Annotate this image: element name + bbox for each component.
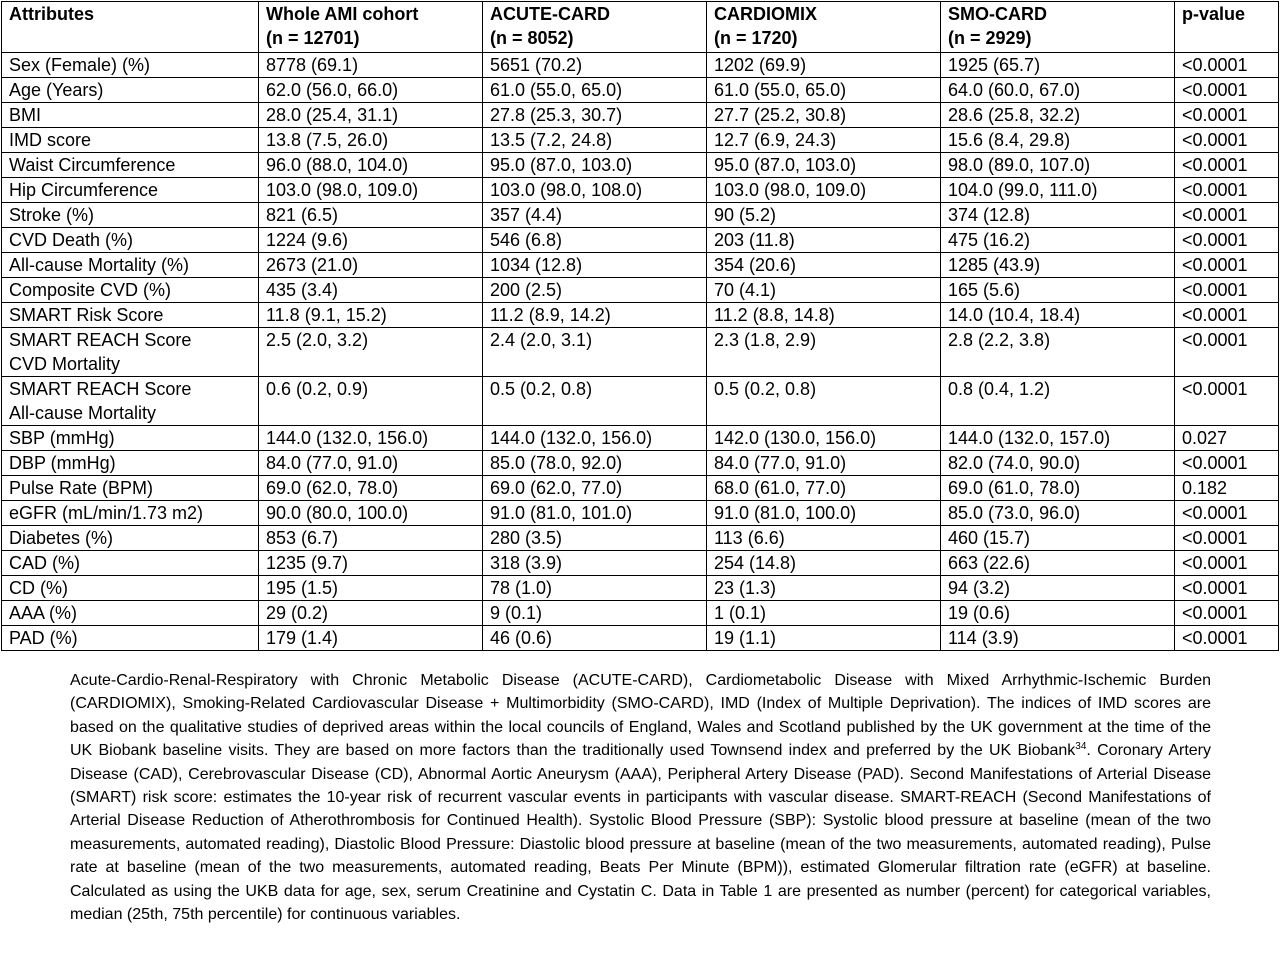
table-row	[2, 203, 1279, 228]
table-row	[2, 328, 1279, 377]
value-cell: 144.0 (132.0, 157.0)	[941, 426, 1175, 451]
attribute-cell	[2, 178, 259, 203]
attribute-label: Age (Years)	[9, 80, 104, 100]
p-value-cell: <0.0001	[1175, 253, 1279, 278]
column-header-title: SMO-CARD	[948, 4, 1047, 24]
value-cell: 318 (3.9)	[483, 551, 707, 576]
value-cell: 0.6 (0.2, 0.9)	[259, 377, 483, 426]
value-cell: 62.0 (56.0, 66.0)	[259, 78, 483, 103]
value-cell: 179 (1.4)	[259, 626, 483, 651]
attribute-label: Composite CVD (%)	[9, 280, 172, 300]
value-cell: 460 (15.7)	[941, 526, 1175, 551]
value-cell: 69.0 (61.0, 78.0)	[941, 476, 1175, 501]
table-row	[2, 228, 1279, 253]
column-header	[483, 2, 707, 53]
value-cell: 61.0 (55.0, 65.0)	[707, 78, 941, 103]
table-row	[2, 551, 1279, 576]
value-cell: 14.0 (10.4, 18.4)	[941, 303, 1175, 328]
value-cell: 27.7 (25.2, 30.8)	[707, 103, 941, 128]
value-cell: 90 (5.2)	[707, 203, 941, 228]
table-row	[2, 576, 1279, 601]
p-value-cell: 0.027	[1175, 426, 1279, 451]
table-body	[2, 53, 1279, 651]
attribute-label: CAD (%)	[9, 553, 80, 573]
column-header	[941, 2, 1175, 53]
value-cell: 475 (16.2)	[941, 228, 1175, 253]
table-row	[2, 476, 1279, 501]
value-cell: 1285 (43.9)	[941, 253, 1175, 278]
value-cell: 1235 (9.7)	[259, 551, 483, 576]
value-cell: 165 (5.6)	[941, 278, 1175, 303]
value-cell: 104.0 (99.0, 111.0)	[941, 178, 1175, 203]
value-cell: 280 (3.5)	[483, 526, 707, 551]
value-cell: 84.0 (77.0, 91.0)	[259, 451, 483, 476]
value-cell: 435 (3.4)	[259, 278, 483, 303]
attribute-label: All-cause Mortality (%)	[9, 255, 190, 275]
table-row	[2, 53, 1279, 78]
attribute-label: All-cause Mortality	[9, 403, 157, 423]
attribute-cell	[2, 153, 259, 178]
table-row	[2, 253, 1279, 278]
value-cell: 663 (22.6)	[941, 551, 1175, 576]
value-cell: 61.0 (55.0, 65.0)	[483, 78, 707, 103]
table-row	[2, 501, 1279, 526]
column-header-title: Whole AMI cohort	[266, 4, 419, 24]
value-cell: 0.8 (0.4, 1.2)	[941, 377, 1175, 426]
attribute-label: Waist Circumference	[9, 155, 176, 175]
value-cell: 78 (1.0)	[483, 576, 707, 601]
value-cell: 103.0 (98.0, 108.0)	[483, 178, 707, 203]
p-value-cell: <0.0001	[1175, 626, 1279, 651]
value-cell: 254 (14.8)	[707, 551, 941, 576]
table-footnote	[70, 669, 1211, 926]
p-value-cell: <0.0001	[1175, 103, 1279, 128]
value-cell: 13.5 (7.2, 24.8)	[483, 128, 707, 153]
value-cell: 144.0 (132.0, 156.0)	[259, 426, 483, 451]
value-cell: 0.5 (0.2, 0.8)	[707, 377, 941, 426]
attribute-label: AAA (%)	[9, 603, 78, 623]
value-cell: 70 (4.1)	[707, 278, 941, 303]
value-cell: 203 (11.8)	[707, 228, 941, 253]
value-cell: 821 (6.5)	[259, 203, 483, 228]
value-cell: 354 (20.6)	[707, 253, 941, 278]
table-header-row	[2, 2, 1279, 53]
value-cell: 69.0 (62.0, 77.0)	[483, 476, 707, 501]
value-cell: 2.8 (2.2, 3.8)	[941, 328, 1175, 377]
value-cell: 85.0 (73.0, 96.0)	[941, 501, 1175, 526]
p-value-cell: <0.0001	[1175, 303, 1279, 328]
value-cell: 46 (0.6)	[483, 626, 707, 651]
value-cell: 1224 (9.6)	[259, 228, 483, 253]
value-cell: 113 (6.6)	[707, 526, 941, 551]
table-row	[2, 178, 1279, 203]
p-value-cell: <0.0001	[1175, 451, 1279, 476]
column-header-count: (n = 1720)	[714, 28, 798, 48]
table-row	[2, 153, 1279, 178]
value-cell: 98.0 (89.0, 107.0)	[941, 153, 1175, 178]
value-cell: 82.0 (74.0, 90.0)	[941, 451, 1175, 476]
value-cell: 114 (3.9)	[941, 626, 1175, 651]
value-cell: 19 (1.1)	[707, 626, 941, 651]
attribute-label: CVD Mortality	[9, 354, 121, 374]
column-header-count: (n = 12701)	[266, 28, 360, 48]
value-cell: 5651 (70.2)	[483, 53, 707, 78]
table-row	[2, 526, 1279, 551]
attribute-cell	[2, 103, 259, 128]
p-value-cell: <0.0001	[1175, 228, 1279, 253]
column-header-count: (n = 2929)	[948, 28, 1032, 48]
attribute-cell	[2, 128, 259, 153]
p-value-cell: <0.0001	[1175, 153, 1279, 178]
column-header	[1175, 2, 1279, 53]
value-cell: 11.8 (9.1, 15.2)	[259, 303, 483, 328]
column-header-title: ACUTE-CARD	[490, 4, 610, 24]
attribute-cell	[2, 501, 259, 526]
p-value-cell: <0.0001	[1175, 278, 1279, 303]
attribute-cell	[2, 377, 259, 426]
value-cell: 1202 (69.9)	[707, 53, 941, 78]
table-row	[2, 278, 1279, 303]
attribute-label: CD (%)	[9, 578, 68, 598]
value-cell: 12.7 (6.9, 24.3)	[707, 128, 941, 153]
attribute-cell	[2, 526, 259, 551]
value-cell: 853 (6.7)	[259, 526, 483, 551]
attribute-label: PAD (%)	[9, 628, 78, 648]
attribute-cell	[2, 328, 259, 377]
value-cell: 68.0 (61.0, 77.0)	[707, 476, 941, 501]
attribute-cell	[2, 601, 259, 626]
value-cell: 103.0 (98.0, 109.0)	[259, 178, 483, 203]
column-header-title: p-value	[1182, 4, 1246, 24]
attribute-cell	[2, 253, 259, 278]
footnote-text-part-2: . Coronary Artery Disease (CAD), Cerebrovascular Disease (CD), Abnormal Aortic Aneurysm (AAA), Peripheral Artery Disease (PAD). Second Manifestations of Arterial Disease (SMART) risk score: estimates the 10-year risk of recurrent vascular events in participants with vascular disease. SMART-REACH (Second Manifestations of Arterial Disease Reduction of Atherothrombosis for Continued Health). Systolic Blood Pressure (SBP): Systolic blood pressure at baseline (mean of the two measurements, automated reading), Diastolic Blood Pressure: Diastolic blood pressure at baseline (mean of the two measurements, automated reading), Pulse rate at baseline (mean of the two measurements, automated reading, Beats Per Minute (BPM)), estimated Glomerular filtration rate (eGFR) at baseline. Calculated as using the UKB data for age, sex, serum Creatinine and Cystatin C. Data in Table 1 are presented as number (percent) for categorical variables, median (25th, 75th percentile) for continuous variables.	[70, 742, 1211, 924]
value-cell: 142.0 (130.0, 156.0)	[707, 426, 941, 451]
table-row	[2, 601, 1279, 626]
column-header	[707, 2, 941, 53]
value-cell: 144.0 (132.0, 156.0)	[483, 426, 707, 451]
attribute-label: Sex (Female) (%)	[9, 55, 151, 75]
value-cell: 28.6 (25.8, 32.2)	[941, 103, 1175, 128]
attribute-cell	[2, 476, 259, 501]
value-cell: 23 (1.3)	[707, 576, 941, 601]
value-cell: 64.0 (60.0, 67.0)	[941, 78, 1175, 103]
table-row	[2, 377, 1279, 426]
attribute-label: CVD Death (%)	[9, 230, 134, 250]
value-cell: 8778 (69.1)	[259, 53, 483, 78]
table-row	[2, 78, 1279, 103]
p-value-cell: <0.0001	[1175, 128, 1279, 153]
attribute-cell	[2, 203, 259, 228]
attribute-cell	[2, 228, 259, 253]
value-cell: 357 (4.4)	[483, 203, 707, 228]
column-header-title: CARDIOMIX	[714, 4, 817, 24]
value-cell: 84.0 (77.0, 91.0)	[707, 451, 941, 476]
p-value-cell: <0.0001	[1175, 328, 1279, 377]
value-cell: 2.3 (1.8, 2.9)	[707, 328, 941, 377]
attribute-cell	[2, 576, 259, 601]
value-cell: 1034 (12.8)	[483, 253, 707, 278]
table-row	[2, 128, 1279, 153]
attribute-cell	[2, 551, 259, 576]
value-cell: 2.4 (2.0, 3.1)	[483, 328, 707, 377]
attribute-cell	[2, 278, 259, 303]
value-cell: 27.8 (25.3, 30.7)	[483, 103, 707, 128]
p-value-cell: 0.182	[1175, 476, 1279, 501]
value-cell: 11.2 (8.9, 14.2)	[483, 303, 707, 328]
value-cell: 103.0 (98.0, 109.0)	[707, 178, 941, 203]
attribute-label: Diabetes (%)	[9, 528, 114, 548]
table-row	[2, 303, 1279, 328]
attribute-label: SMART Risk Score	[9, 305, 164, 325]
value-cell: 1925 (65.7)	[941, 53, 1175, 78]
p-value-cell: <0.0001	[1175, 53, 1279, 78]
value-cell: 91.0 (81.0, 100.0)	[707, 501, 941, 526]
column-header	[2, 2, 259, 53]
column-header	[259, 2, 483, 53]
value-cell: 95.0 (87.0, 103.0)	[707, 153, 941, 178]
value-cell: 374 (12.8)	[941, 203, 1175, 228]
value-cell: 200 (2.5)	[483, 278, 707, 303]
footnote-citation: 34	[1075, 741, 1087, 753]
p-value-cell: <0.0001	[1175, 576, 1279, 601]
p-value-cell: <0.0001	[1175, 526, 1279, 551]
value-cell: 19 (0.6)	[941, 601, 1175, 626]
attribute-cell	[2, 426, 259, 451]
value-cell: 69.0 (62.0, 78.0)	[259, 476, 483, 501]
value-cell: 96.0 (88.0, 104.0)	[259, 153, 483, 178]
value-cell: 90.0 (80.0, 100.0)	[259, 501, 483, 526]
column-header-title: Attributes	[9, 4, 94, 24]
attribute-label: SMART REACH Score	[9, 330, 192, 350]
value-cell: 13.8 (7.5, 26.0)	[259, 128, 483, 153]
table-row	[2, 103, 1279, 128]
attribute-label: SMART REACH Score	[9, 379, 192, 399]
value-cell: 95.0 (87.0, 103.0)	[483, 153, 707, 178]
value-cell: 9 (0.1)	[483, 601, 707, 626]
p-value-cell: <0.0001	[1175, 601, 1279, 626]
value-cell: 91.0 (81.0, 101.0)	[483, 501, 707, 526]
value-cell: 546 (6.8)	[483, 228, 707, 253]
attribute-label: Pulse Rate (BPM)	[9, 478, 154, 498]
p-value-cell: <0.0001	[1175, 178, 1279, 203]
attribute-label: Hip Circumference	[9, 180, 159, 200]
attribute-cell	[2, 451, 259, 476]
value-cell: 94 (3.2)	[941, 576, 1175, 601]
p-value-cell: <0.0001	[1175, 203, 1279, 228]
table-row	[2, 626, 1279, 651]
attribute-label: IMD score	[9, 130, 92, 150]
value-cell: 195 (1.5)	[259, 576, 483, 601]
value-cell: 2673 (21.0)	[259, 253, 483, 278]
p-value-cell: <0.0001	[1175, 78, 1279, 103]
value-cell: 1 (0.1)	[707, 601, 941, 626]
value-cell: 28.0 (25.4, 31.1)	[259, 103, 483, 128]
column-header-count: (n = 8052)	[490, 28, 574, 48]
table-row	[2, 451, 1279, 476]
attribute-label: SBP (mmHg)	[9, 428, 115, 448]
value-cell: 29 (0.2)	[259, 601, 483, 626]
characteristics-table	[1, 1, 1279, 651]
attribute-label: DBP (mmHg)	[9, 453, 116, 473]
attribute-cell	[2, 78, 259, 103]
attribute-label: eGFR (mL/min/1.73 m2)	[9, 503, 204, 523]
table-row	[2, 426, 1279, 451]
p-value-cell: <0.0001	[1175, 551, 1279, 576]
attribute-cell	[2, 303, 259, 328]
attribute-label: BMI	[9, 105, 42, 125]
attribute-cell	[2, 626, 259, 651]
value-cell: 85.0 (78.0, 92.0)	[483, 451, 707, 476]
p-value-cell: <0.0001	[1175, 377, 1279, 426]
attribute-label: Stroke (%)	[9, 205, 95, 225]
footnote-text-part-1: Acute-Cardio-Renal-Respiratory with Chronic Metabolic Disease (ACUTE-CARD), Cardiometabolic Disease with Mixed Arrhythmic-Ischemic Burden (CARDIOMIX), Smoking-Related Cardiovascular Disease + Multimorbidity (SMO-CARD), IMD (Index of Multiple Deprivation). The indices of IMD scores are based on the qualitative studies of deprived areas within the local councils of England, Wales and Scotland published by the UK government at the time of the UK Biobank baseline visits. They are based on more factors than the traditionally used Townsend index and preferred by the UK Biobank	[70, 672, 1211, 760]
value-cell: 11.2 (8.8, 14.8)	[707, 303, 941, 328]
value-cell: 0.5 (0.2, 0.8)	[483, 377, 707, 426]
attribute-cell	[2, 53, 259, 78]
value-cell: 2.5 (2.0, 3.2)	[259, 328, 483, 377]
p-value-cell: <0.0001	[1175, 501, 1279, 526]
value-cell: 15.6 (8.4, 29.8)	[941, 128, 1175, 153]
